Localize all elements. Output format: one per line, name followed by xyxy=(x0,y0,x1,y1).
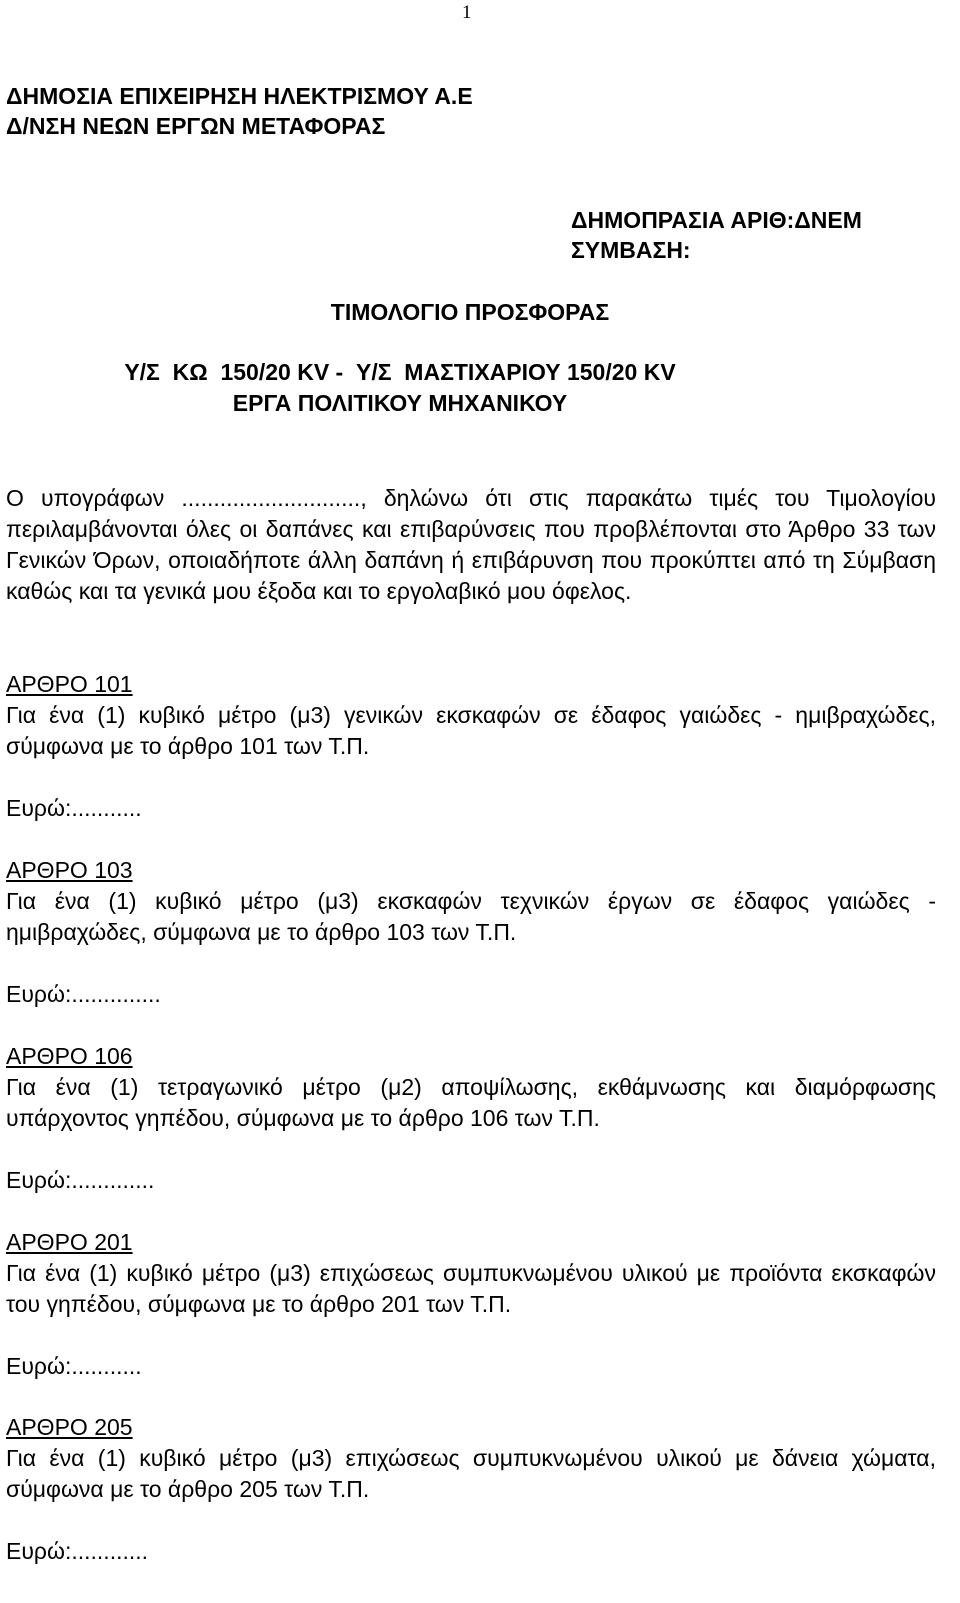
tender-number: ΔΗΜΟΠΡΑΣΙΑ ΑΡΙΘ:ΔΝΕΜ xyxy=(571,207,862,233)
article-201-price: Ευρώ:........... xyxy=(6,1353,142,1379)
project-line-2: ΕΡΓΑ ΠΟΛΙΤΙΚΟΥ ΜΗΧΑΝΙΚΟΥ xyxy=(232,390,568,416)
article-205-heading: ΑΡΘΡΟ 205 xyxy=(6,1414,133,1440)
article-103-text: Για ένα (1) κυβικό μέτρο (μ3) εκσκαφών τεχνικών έργων σε έδαφος γαιώδες - ημιβραχώδες, σύμφωνα με το άρθρο 103 των Τ.Π. xyxy=(6,888,936,945)
organization-name: ΔΗΜΟΣΙΑ ΕΠΙΧΕΙΡΗΣΗ ΗΛΕΚΤΡΙΣΜΟΥ Α.Ε xyxy=(6,83,473,109)
intro-paragraph: Ο υπογράφων ............................, δηλώνω ότι στις παρακάτω τιμές του Τιμολογίου περιλαμβάνονται όλες οι δαπάνες και επιβαρύνσεις που προβλέπονται στο Άρθρο 33 των Γενικών Όρων, οποιαδήποτε άλλη δαπάνη ή επιβάρυνση που προκύπτει από τη Σύμβαση καθώς και τα γενικά μου έξοδα και το εργολαβικό μου όφελος. xyxy=(6,485,936,604)
header-organization-block xyxy=(6,81,473,141)
project-line-1: Υ/Σ ΚΩ 150/20 KV - Υ/Σ ΜΑΣΤΙΧΑΡΙΟΥ 150/20 KV xyxy=(124,359,676,385)
project-block xyxy=(0,357,800,419)
article-103-heading: ΑΡΘΡΟ 103 xyxy=(6,857,133,883)
article-101-text: Για ένα (1) κυβικό μέτρο (μ3) γενικών εκσκαφών σε έδαφος γαιώδες - ημιβραχώδες, σύμφωνα με το άρθρο 101 των Τ.Π. xyxy=(6,702,936,759)
document-title: ΤΙΜΟΛΟΓΙΟ ΠΡΟΣΦΟΡΑΣ xyxy=(330,299,610,325)
article-201-text: Για ένα (1) κυβικό μέτρο (μ3) επιχώσεως συμπυκνωμένου υλικού με προϊόντα εκσκαφών του γηπέδου, σύμφωνα με το άρθρο 201 των Τ.Π. xyxy=(6,1260,936,1317)
article-205-price: Ευρώ:............ xyxy=(6,1538,149,1564)
article-201-heading: ΑΡΘΡΟ 201 xyxy=(6,1229,133,1255)
division-name: Δ/ΝΣΗ ΝΕΩΝ ΕΡΓΩΝ ΜΕΤΑΦΟΡΑΣ xyxy=(6,113,386,139)
article-103-price: Ευρώ:.............. xyxy=(6,981,161,1007)
article-106-text: Για ένα (1) τετραγωνικό μέτρο (μ2) αποψίλωσης, εκθάμνωσης και διαμόρφωσης υπάρχοντος γηπέδου, σύμφωνα με το άρθρο 106 των Τ.Π. xyxy=(6,1074,936,1131)
article-101-heading: ΑΡΘΡΟ 101 xyxy=(6,671,133,697)
tender-block xyxy=(571,205,862,265)
article-205-text: Για ένα (1) κυβικό μέτρο (μ3) επιχώσεως συμπυκνωμένου υλικού με δάνεια χώματα, σύμφωνα με το άρθρο 205 των Τ.Π. xyxy=(6,1445,936,1502)
contract-label: ΣΥΜΒΑΣΗ: xyxy=(571,237,691,263)
article-106-heading: ΑΡΘΡΟ 106 xyxy=(6,1043,133,1069)
page-number: 1 xyxy=(462,2,472,23)
article-106-price: Ευρώ:............. xyxy=(6,1167,155,1193)
article-101-price: Ευρώ:........... xyxy=(6,795,142,821)
